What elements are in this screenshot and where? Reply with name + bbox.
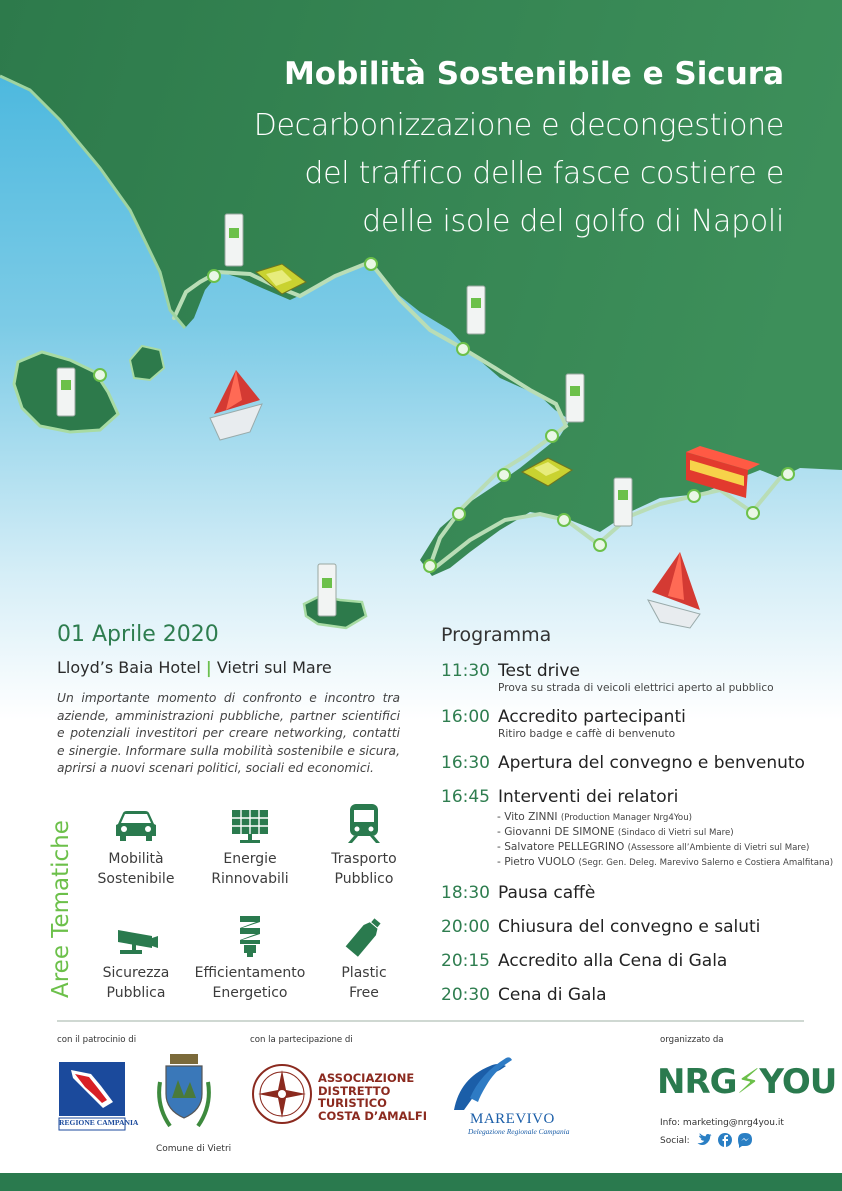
programme-time: 18:30 bbox=[441, 883, 490, 903]
speaker-line bbox=[497, 811, 692, 823]
speaker-name: - Salvatore PELLEGRINO bbox=[497, 841, 625, 853]
programme-name: Pausa caffè bbox=[498, 883, 596, 903]
programme-name: Apertura del convegno e benvenuto bbox=[498, 753, 805, 773]
contact-email: Info: marketing@nrg4you.it bbox=[660, 1118, 784, 1128]
island-procida bbox=[130, 346, 164, 380]
bolt-icon: ⚡ bbox=[736, 1062, 760, 1102]
programme-time: 20:30 bbox=[441, 985, 490, 1005]
speaker-name: - Vito ZINNI bbox=[497, 811, 558, 823]
speaker-line bbox=[497, 856, 833, 868]
topic-label: Mobilità bbox=[108, 851, 164, 867]
topic-label: Plastic bbox=[341, 965, 387, 981]
facebook-icon[interactable] bbox=[718, 1133, 732, 1147]
car-icon bbox=[112, 808, 160, 844]
topic-mobilita bbox=[72, 808, 200, 889]
programme-name: Cena di Gala bbox=[498, 985, 607, 1005]
programme-name: Interventi dei relatori bbox=[498, 787, 679, 807]
programme-title: Programma bbox=[441, 624, 552, 646]
twitter-icon[interactable] bbox=[698, 1133, 712, 1145]
speaker-line bbox=[497, 841, 809, 853]
social-label: Social: bbox=[660, 1136, 690, 1146]
marevivo-dolphins-logo bbox=[450, 1052, 514, 1114]
programme-time: 20:15 bbox=[441, 951, 490, 971]
topic-label: Pubblica bbox=[106, 984, 166, 1001]
regione-logo-text: REGIONE CAMPANIA bbox=[59, 1118, 139, 1127]
bottle-icon bbox=[340, 916, 388, 958]
topic-label: Efficientamento bbox=[194, 965, 306, 981]
nrg4you-logo bbox=[657, 1062, 836, 1102]
programme-time: 16:45 bbox=[441, 787, 490, 807]
messenger-icon[interactable] bbox=[738, 1133, 752, 1148]
distretto-line: COSTA D’AMALFI bbox=[318, 1108, 427, 1123]
speaker-role: (Assessore all’Ambiente di Vietri sul Mare) bbox=[627, 843, 810, 853]
patronage-label: con il patrocinio di bbox=[57, 1035, 137, 1045]
topic-label: Sicurezza bbox=[102, 965, 170, 981]
topic-sicurezza bbox=[72, 922, 200, 1003]
event-description: Un importante momento di confronto e incontro tra aziende, amministrazioni pubbliche, partner scientifici e potenziali investitori per creare networking, contatti e sinergie. Informare sulla mobilità sostenibile e sicura, aprirsi a nuovi scenari politici, sociali ed economici. bbox=[57, 691, 400, 775]
speaker-role: (Segr. Gen. Deleg. Marevivo Salerno e Costiera Amalfitana) bbox=[578, 858, 834, 868]
topic-plastic-free bbox=[300, 916, 428, 1003]
topic-label: Rinnovabili bbox=[211, 870, 289, 887]
event-date: 01 Aprile 2020 bbox=[57, 622, 219, 647]
topic-energie bbox=[186, 808, 314, 889]
distretto-text bbox=[318, 1072, 427, 1122]
venue-place: Vietri sul Mare bbox=[216, 658, 332, 677]
distretto-line: TURISTICO bbox=[318, 1096, 387, 1110]
sailboat-icon bbox=[210, 370, 262, 440]
programme-name: Accredito partecipanti bbox=[498, 707, 686, 727]
programme-name: Chiusura del convegno e saluti bbox=[498, 917, 761, 937]
speaker-name: - Pietro VUOLO bbox=[497, 856, 576, 868]
venue-separator: | bbox=[205, 658, 212, 677]
poster-subtitle-line: delle isole del golfo di Napoli bbox=[362, 204, 784, 239]
marevivo-subtitle: Delegazione Regionale Campania bbox=[468, 1127, 570, 1136]
topic-efficientamento bbox=[186, 914, 314, 1003]
event-venue bbox=[57, 658, 332, 677]
solar-panel-icon bbox=[226, 808, 274, 844]
speaker-name: - Giovanni DE SIMONE bbox=[497, 826, 615, 838]
poster-subtitle-line: Decarbonizzazione e decongestione bbox=[253, 108, 784, 143]
distretto-line: ASSOCIAZIONE bbox=[318, 1071, 415, 1085]
programme-name: Accredito alla Cena di Gala bbox=[498, 951, 728, 971]
organizer-label: organizzato da bbox=[660, 1035, 724, 1045]
speaker-role: (Sindaco di Vietri sul Mare) bbox=[617, 828, 734, 838]
participation-label: con la partecipazione di bbox=[250, 1035, 353, 1045]
poster-title: Mobilità Sostenibile e Sicura bbox=[283, 56, 784, 92]
nrg-logo-right: YOU bbox=[759, 1062, 837, 1102]
light-bulb-icon bbox=[226, 914, 274, 958]
speaker-role: (Production Manager Nrg4You) bbox=[560, 813, 692, 823]
topic-label: Sostenibile bbox=[97, 870, 175, 887]
topic-label: Trasporto bbox=[331, 851, 397, 867]
topic-label: Energetico bbox=[212, 984, 288, 1001]
comune-caption: Comune di Vietri bbox=[156, 1144, 232, 1154]
programme-name: Test drive bbox=[498, 661, 580, 681]
topic-label: Pubblico bbox=[334, 870, 394, 887]
programme-time: 11:30 bbox=[441, 661, 490, 681]
social-icons bbox=[696, 1132, 756, 1148]
topic-label: Free bbox=[349, 984, 379, 1001]
programme-time: 20:00 bbox=[441, 917, 490, 937]
speaker-line bbox=[497, 826, 734, 838]
distretto-line: DISTRETTO bbox=[318, 1083, 391, 1098]
marevivo-name: MAREVIVO bbox=[470, 1111, 555, 1127]
topic-trasporto bbox=[300, 802, 428, 889]
programme-subtitle: Prova su strada di veicoli elettrici aperto al pubblico bbox=[498, 682, 774, 694]
poster-subtitle-line: del traffico delle fasce costiere e bbox=[304, 156, 784, 191]
programme-time: 16:30 bbox=[441, 753, 490, 773]
footer-bar bbox=[0, 1173, 842, 1191]
comune-vietri-crest bbox=[156, 1052, 212, 1138]
train-icon bbox=[340, 802, 388, 844]
distretto-turistico-logo bbox=[250, 1062, 314, 1126]
nrg-logo-left: NRG bbox=[657, 1062, 737, 1102]
venue-hotel: Lloyd’s Baia Hotel bbox=[57, 658, 201, 677]
divider bbox=[57, 1020, 804, 1022]
programme-time: 16:00 bbox=[441, 707, 490, 727]
topic-label: Energie bbox=[223, 851, 277, 867]
cctv-camera-icon bbox=[112, 922, 160, 958]
sailboat-icon bbox=[648, 552, 700, 628]
topics-heading: Aree Tematiche bbox=[48, 820, 74, 998]
programme-subtitle: Ritiro badge e caffè di benvenuto bbox=[498, 728, 676, 740]
